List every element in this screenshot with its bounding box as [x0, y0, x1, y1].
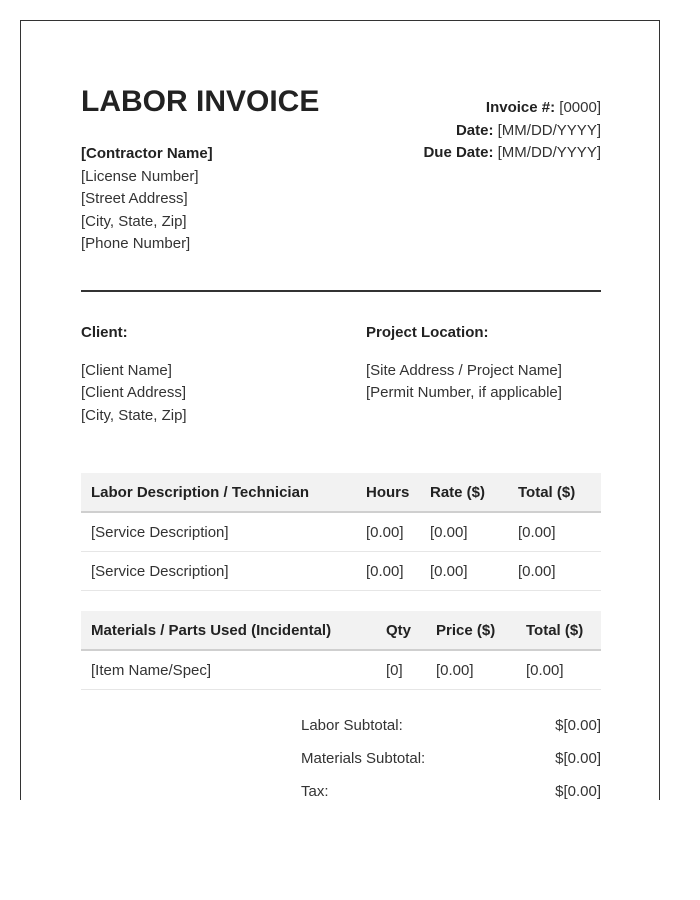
- contractor-city: [City, State, Zip]: [81, 212, 187, 230]
- header-divider: [81, 290, 601, 292]
- invoice-date-label: Date:: [455, 121, 494, 139]
- contractor-phone: [Phone Number]: [81, 235, 191, 252]
- tax-label: Tax:: [301, 783, 329, 800]
- tax-value: $[0.00]: [555, 783, 601, 800]
- location-block: [366, 322, 562, 405]
- labor-header-row: [81, 473, 601, 512]
- labor-hours: [0.00]: [356, 552, 428, 591]
- labor-rate: [0.00]: [428, 552, 506, 591]
- labor-subtotal-row: [301, 716, 601, 749]
- invoice-date-row: [423, 120, 601, 143]
- materials-subtotal-value: $[0.00]: [555, 750, 601, 767]
- contractor-name: [Contractor Name]: [81, 145, 213, 162]
- materials-header-qty: Qty: [376, 611, 426, 650]
- invoice-due-row: [423, 142, 601, 165]
- labor-description: [Service Description]: [81, 512, 356, 552]
- client-name: [Client Name]: [81, 361, 172, 379]
- client-address: [Client Address]: [81, 384, 187, 401]
- materials-header-price: Price ($): [426, 611, 516, 650]
- contractor-street: [Street Address]: [81, 190, 188, 207]
- invoice-due-value: [MM/DD/YYYY]: [497, 144, 601, 161]
- material-total: [0.00]: [516, 650, 601, 690]
- materials-table: [81, 611, 601, 690]
- totals-section: [301, 716, 601, 800]
- materials-header-row: [81, 611, 601, 650]
- labor-subtotal-value: $[0.00]: [555, 717, 601, 734]
- materials-subtotal-row: [301, 749, 601, 782]
- client-block: [81, 322, 187, 427]
- location-site: [Site Address / Project Name]: [366, 361, 562, 379]
- contractor-license: [License Number]: [81, 167, 199, 185]
- material-qty: [0]: [376, 650, 426, 690]
- labor-header-total: Total ($): [506, 473, 601, 512]
- invoice-header: [81, 81, 601, 291]
- location-label: Project Location:: [366, 324, 489, 341]
- tax-row: [301, 782, 601, 800]
- table-row: [81, 552, 601, 591]
- invoice-title: LABOR INVOICE: [81, 85, 320, 118]
- invoice-number-label: Invoice #:: [485, 99, 556, 116]
- invoice-content: [81, 81, 601, 800]
- labor-header-rate: Rate ($): [428, 473, 506, 512]
- location-permit: [Permit Number, if applicable]: [366, 384, 562, 401]
- labor-hours: [0.00]: [356, 512, 428, 552]
- materials-header-item: Materials / Parts Used (Incidental): [81, 611, 376, 650]
- invoice-number-value: [0000]: [559, 99, 601, 116]
- labor-description: [Service Description]: [81, 552, 356, 591]
- labor-rate: [0.00]: [428, 512, 506, 552]
- invoice-due-label: Due Date:: [423, 144, 494, 161]
- labor-total: [0.00]: [506, 512, 601, 552]
- table-row: [81, 512, 601, 552]
- materials-subtotal-label: Materials Subtotal:: [301, 750, 426, 767]
- invoice-page: [20, 20, 660, 800]
- invoice-number-row: [423, 97, 601, 120]
- labor-subtotal-label: Labor Subtotal:: [301, 717, 403, 734]
- contractor-info: [81, 143, 213, 256]
- material-item: [Item Name/Spec]: [81, 650, 376, 690]
- labor-table: [81, 473, 601, 591]
- labor-header-description: Labor Description / Technician: [81, 473, 356, 512]
- labor-total: [0.00]: [506, 552, 601, 591]
- material-price: [0.00]: [426, 650, 516, 690]
- invoice-meta: [423, 97, 601, 165]
- materials-header-total: Total ($): [516, 611, 601, 650]
- labor-header-hours: Hours: [356, 473, 428, 512]
- table-row: [81, 650, 601, 690]
- client-label: Client:: [81, 324, 128, 341]
- client-city: [City, State, Zip]: [81, 406, 187, 424]
- invoice-date-value: [MM/DD/YYYY]: [497, 121, 601, 139]
